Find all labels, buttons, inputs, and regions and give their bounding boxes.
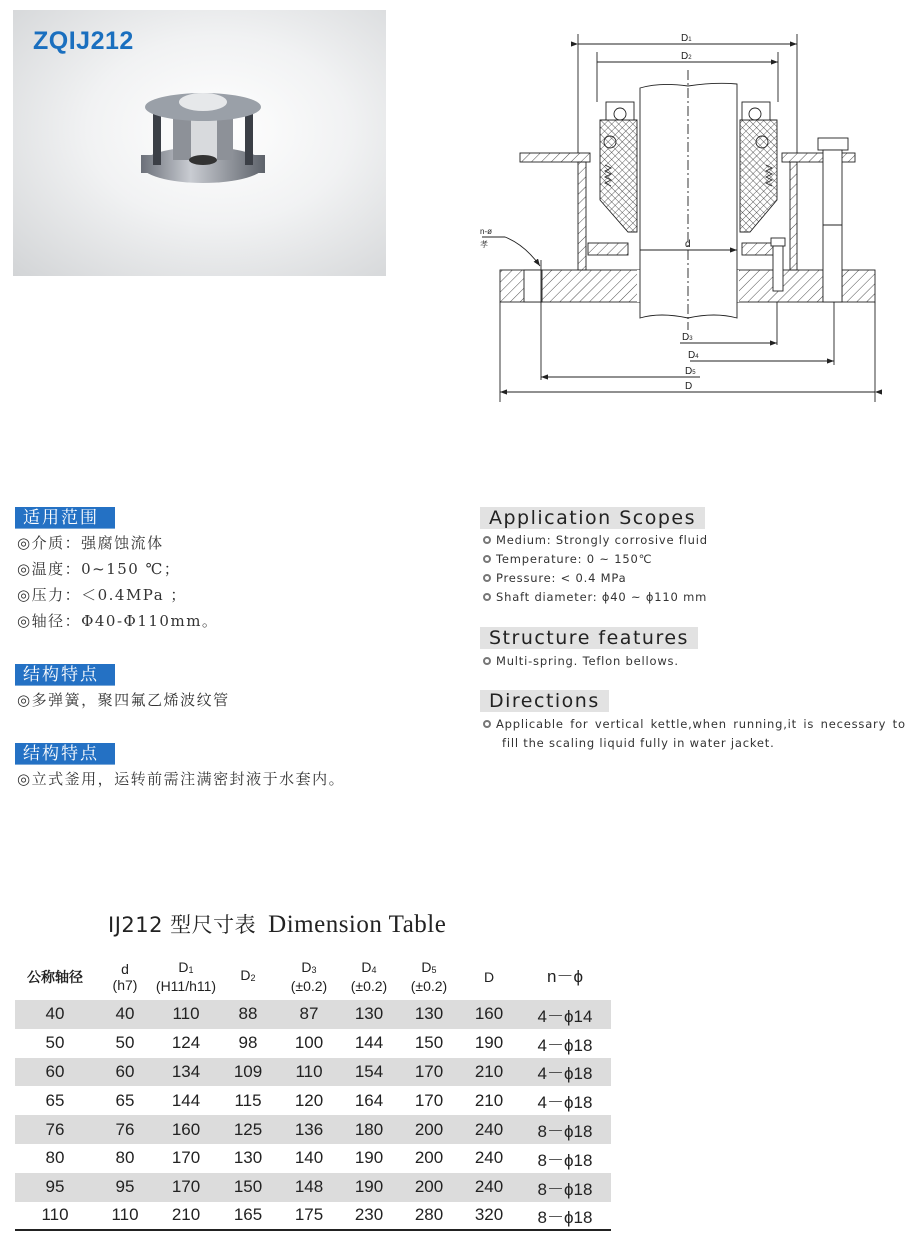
table-cell: 240 — [459, 1115, 519, 1144]
table-cell: 4－ϕ18 — [537, 1035, 593, 1055]
table-row — [15, 1000, 611, 1029]
table-cell: 130 — [399, 1000, 459, 1029]
table-cell: 160 — [459, 1000, 519, 1029]
en-scope-heading: Application Scopes — [480, 507, 705, 529]
table-cell: 230 — [354, 1205, 384, 1225]
table-cell: 65 — [45, 1090, 65, 1110]
table-cell: 65 — [115, 1090, 135, 1110]
table-cell: 8－ϕ18 — [537, 1150, 593, 1170]
table-cell: 134 — [155, 1058, 217, 1087]
table-cell: 165 — [233, 1205, 263, 1225]
cross-section-drawing — [470, 20, 900, 410]
column-header: $D_5$ (±0.2) — [410, 959, 448, 994]
table-cell: 240 — [459, 1173, 519, 1202]
product-photo — [13, 10, 386, 276]
cn-scope-item: ◎温度：0~150 ℃； — [17, 560, 181, 578]
table-cell: 87 — [279, 1000, 339, 1029]
en-structure-heading: Structure features — [480, 627, 698, 649]
bullet-icon — [483, 657, 491, 665]
table-cell: 280 — [414, 1205, 444, 1225]
label-hole: n-ø — [480, 227, 492, 236]
en-scope-item: Temperature: 0 ~ 150℃ — [483, 552, 652, 566]
table-cell: 190 — [339, 1173, 399, 1202]
label-shaft-d: d — [685, 239, 691, 250]
table-cell: 210 — [474, 1090, 504, 1110]
table-cell: 8－ϕ18 — [537, 1207, 593, 1227]
table-cell: 88 — [217, 1000, 279, 1029]
column-header: $D_1$ (H11/h11) — [155, 959, 217, 994]
label-d3: D3 — [682, 332, 693, 343]
table-cell: 154 — [339, 1058, 399, 1087]
table-cell: 80 — [115, 1148, 135, 1168]
column-header: $D_2$ — [240, 967, 256, 983]
seal-3d-render — [13, 10, 386, 276]
table-cell: 170 — [414, 1090, 444, 1110]
table-cell: 60 — [15, 1058, 95, 1087]
bullet-icon — [483, 536, 491, 544]
label-d5: D5 — [685, 366, 696, 377]
column-header: $D_3$ (±0.2) — [290, 959, 328, 994]
label-d2: D2 — [681, 51, 692, 62]
table-cell: 180 — [339, 1115, 399, 1144]
table-row — [15, 1029, 611, 1058]
table-cell: 144 — [354, 1033, 384, 1053]
table-cell: 40 — [15, 1000, 95, 1029]
table-cell: 8－ϕ18 — [519, 1115, 611, 1144]
table-cell: 170 — [155, 1173, 217, 1202]
en-directions-item: Applicable for vertical kettle,when running,it is necessary to — [483, 717, 906, 731]
en-structure-item: Multi-spring. Teflon bellows. — [483, 654, 679, 668]
table-cell: 120 — [294, 1090, 324, 1110]
table-cell: 109 — [217, 1058, 279, 1087]
cn-directions-item: ◎立式釜用，运转前需注满密封液于水套内。 — [17, 770, 346, 788]
table-cell: 240 — [474, 1148, 504, 1168]
table-cell: 4－ϕ18 — [537, 1093, 593, 1113]
column-header: $D_4$ (±0.2) — [350, 959, 388, 994]
table-cell: 150 — [414, 1033, 444, 1053]
table-cell: 110 — [41, 1205, 69, 1225]
table-cell: 50 — [45, 1033, 65, 1053]
cn-structure-heading: 结构特点 — [15, 664, 115, 686]
bullet-icon — [483, 555, 491, 563]
label-d1: D1 — [681, 33, 692, 44]
table-cell: 100 — [294, 1033, 324, 1053]
table-cell: 95 — [15, 1173, 95, 1202]
table-row — [15, 1144, 611, 1173]
table-cell: 210 — [171, 1205, 201, 1225]
table-cell: 190 — [474, 1033, 504, 1053]
table-cell: 130 — [339, 1000, 399, 1029]
column-header: d (h7) — [112, 960, 138, 993]
table-cell: 160 — [155, 1115, 217, 1144]
table-cell: 200 — [414, 1148, 444, 1168]
table-cell: 4－ϕ18 — [519, 1058, 611, 1087]
table-cell: 95 — [95, 1173, 155, 1202]
table-cell: 76 — [95, 1115, 155, 1144]
table-cell: 148 — [279, 1173, 339, 1202]
cn-structure-item: ◎多弹簧，聚四氟乙烯波纹管 — [17, 691, 230, 709]
en-scope-item: Pressure: < 0.4 MPa — [483, 571, 626, 585]
table-cell: 125 — [217, 1115, 279, 1144]
cn-scope-heading: 适用范围 — [15, 507, 115, 529]
table-row — [15, 1173, 611, 1202]
table-cell: 50 — [115, 1033, 135, 1053]
label-hole-cn: 孝 — [480, 240, 488, 249]
en-scope-item: Shaft diameter: ɸ40 ~ ɸ110 mm — [483, 590, 707, 604]
table-cell: 175 — [294, 1205, 324, 1225]
table-cell: 60 — [95, 1058, 155, 1087]
en-directions-item-cont: fill the scaling liquid fully in water jacket. — [502, 736, 775, 750]
table-cell: 80 — [45, 1148, 65, 1168]
table-cell: 110 — [111, 1205, 139, 1225]
table-row — [15, 1115, 611, 1144]
table-cell: 98 — [238, 1033, 258, 1053]
table-cell: 170 — [171, 1148, 201, 1168]
column-header: 公称轴径 — [27, 968, 83, 985]
table-cell: 140 — [294, 1148, 324, 1168]
table-cell: 115 — [234, 1090, 262, 1110]
table-cell: 320 — [474, 1205, 504, 1225]
table-cell: 130 — [233, 1148, 263, 1168]
cn-scope-item: ◎轴径：Φ40-Φ110mm。 — [17, 612, 219, 630]
table-cell: 110 — [279, 1058, 339, 1087]
bullet-icon — [483, 593, 491, 601]
table-cell: 76 — [15, 1115, 95, 1144]
en-scope-item: Medium: Strongly corrosive fluid — [483, 533, 708, 547]
table-cell: 144 — [171, 1090, 201, 1110]
table-row — [15, 1202, 611, 1231]
cn-scope-item: ◎介质：强腐蚀流体 — [17, 534, 164, 552]
table-cell: 124 — [171, 1033, 201, 1053]
table-cell: 136 — [279, 1115, 339, 1144]
en-directions-heading: Directions — [480, 690, 609, 712]
label-outer-d: D — [685, 381, 693, 392]
table-cell: 190 — [354, 1148, 384, 1168]
table-cell: 200 — [399, 1115, 459, 1144]
table-cell: 110 — [155, 1000, 217, 1029]
table-title: IJ212 型尺寸表 Dimension Table — [108, 911, 447, 938]
table-cell: 150 — [217, 1173, 279, 1202]
table-cell: 40 — [95, 1000, 155, 1029]
bullet-icon — [483, 574, 491, 582]
table-cell: 170 — [399, 1058, 459, 1087]
table-row — [15, 1058, 611, 1087]
dimension-table — [15, 953, 611, 1231]
cn-directions-heading: 结构特点 — [15, 743, 115, 765]
table-cell: 200 — [399, 1173, 459, 1202]
label-d4: D4 — [688, 350, 699, 361]
table-cell: 210 — [459, 1058, 519, 1087]
table-cell: 8－ϕ18 — [519, 1173, 611, 1202]
table-cell: 164 — [354, 1090, 384, 1110]
column-header: D — [483, 968, 495, 985]
model-name: ZQIJ212 — [33, 27, 134, 55]
bullet-icon — [483, 720, 491, 728]
table-row — [15, 1086, 611, 1115]
table-cell: 4－ϕ14 — [519, 1000, 611, 1029]
cn-scope-item: ◎压力：＜0.4MPa ； — [17, 586, 187, 604]
column-header: n－ϕ — [547, 966, 583, 986]
